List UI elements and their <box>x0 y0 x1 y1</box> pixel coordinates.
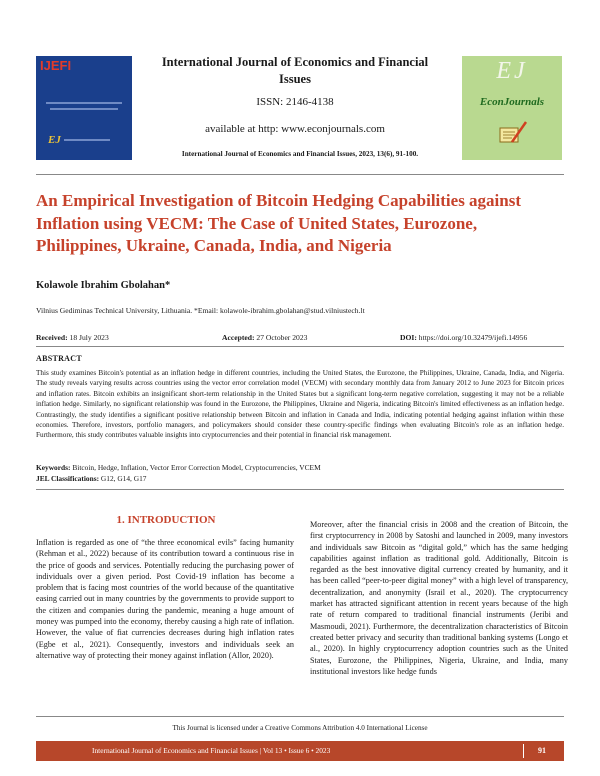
received-date <box>36 333 109 342</box>
logo-letters: EJ <box>496 58 528 84</box>
cover-title: IJEFI <box>40 58 72 73</box>
citation-line: International Journal of Economics and Financial Issues, 2023, 13(6), 91-100. <box>181 150 419 158</box>
received-value: 18 July 2023 <box>69 333 109 342</box>
abstract-divider-bottom <box>36 489 564 490</box>
keywords-label: Keywords: <box>36 463 71 472</box>
econjournals-logo <box>462 56 562 160</box>
author-affiliation: Vilnius Gediminas Technical University, Lithuania. *Email: kolawole-ibrahim.gbolahan@stud.vilniustech.lt <box>36 306 365 315</box>
footer-bar <box>36 741 564 761</box>
doi <box>400 333 527 342</box>
footer-divider-line <box>523 744 524 758</box>
journal-name: International Journal of Economics and Financial Issues <box>161 55 429 86</box>
cover-decoration <box>50 108 118 110</box>
logo-name: EconJournals <box>479 96 545 108</box>
body-text-right-column: Moreover, after the financial crisis in 2008 and the creation of Bitcoin, the first cryptocurrency in 2008 by Satoshi and launched in 2009, many investors and individuals saw Bitcoin as “digital gold,” which has the same hedging capabilities against inflation as traditional gold. Additionally, Bitcoin is regarded as the best innovative digital currency created by humanity, and it has been called “peer-to-peer digital money” with a high level of transparency, decentralization, and anonymity (Israil et al., 2020). The cryptocurrency market has attracted significant attention in recent years because of the high rate of return compared to traditional financial instruments (Jeribi and Masmoudi, 2021). Furthermore, the decentralization characteristics of Bitcoin created better privacy and security than traditional banking systems (Longo et al., 2020). In highly cryptocurrency adoption countries such as the United States, Eurozone, the Philippines, Nigeria, Ukraine, and India, many institutional investors like hedge funds <box>310 520 568 676</box>
accepted-date <box>222 333 307 342</box>
abstract-heading: ABSTRACT <box>36 354 82 363</box>
license-notice: This Journal is licensed under a Creative Commons Attribution 4.0 International License <box>172 724 428 732</box>
footer-journal-line: International Journal of Economics and Financial Issues | Vol 13 • Issue 6 • 2023 <box>92 746 331 755</box>
journal-cover-image <box>36 56 132 160</box>
section-heading-introduction: 1. INTRODUCTION <box>116 514 216 526</box>
jel-classifications <box>36 474 146 483</box>
pen-paper-icon <box>494 116 530 150</box>
cover-brand: EJ <box>48 134 61 146</box>
article-title: An Empirical Investigation of Bitcoin Hedging Capabilities against Inflation using VECM: The Case of United States, Eurozone, Philippines, Ukraine, Canada, India, and Nigeria <box>36 191 522 255</box>
header-divider <box>36 174 564 175</box>
jel-value: G12, G14, G17 <box>100 474 147 483</box>
body-text-left-column: Inflation is regarded as one of “the three economical evils” facing humanity (Rehman et al., 2022) because of its contribution toward a continuous rise in the price of goods and services. Potentially reducing the purchasing power of individuals over a given period. Post Covid-19 inflation has become a problem that is facing most countries of the world because of the quantitative easing carried out in many countries by the governments to provide support to the citizen and companies during the pandemic, meaning a huge amount of money was pumped into the economy, thereby causing a high rate of inflation. However, the value of fiat currencies decreases during high inflation rates (Egbe et al., 2021). Consequently, investors and individuals seek an alternative way of protecting their money against inflation (Allor, 2020). <box>36 538 294 660</box>
footer-divider <box>36 716 564 717</box>
cover-decoration <box>46 102 122 104</box>
accepted-label: Accepted: <box>222 333 255 342</box>
page-number: 91 <box>538 746 546 755</box>
keywords-value: Bitcoin, Hedge, Inflation, Vector Error Correction Model, Cryptocurrencies, VCEM <box>72 463 321 472</box>
abstract-divider-top <box>36 346 564 347</box>
keywords <box>36 463 321 472</box>
availability-link[interactable]: available at http: www.econjournals.com <box>205 123 385 135</box>
doi-label: DOI: <box>400 333 417 342</box>
jel-label: JEL Classifications: <box>36 474 100 483</box>
accepted-value: 27 October 2023 <box>256 333 308 342</box>
issn: ISSN: 2146-4138 <box>256 96 334 108</box>
cover-decoration <box>64 139 110 141</box>
abstract-text: This study examines Bitcoin's potential as an inflation hedge in different countries, including the United States, the Eurozone, the Philippines, Ukraine, Canada, India, and Nigeria. The study reveals varying results across countries using the vector error correlation model (VECM) with secondary monthly data from January 2012 to June 2023 for Bitcoin prices and inflation rates. Bitcoin exhibits an insignificant short-term relationship in the United States but a significant long-term negative correlation, suggesting it may not be a reliable inflation hedge. Similarly, no significant relationship was found in the Eurozone, the Philippines, Ukraine and Nigeria, indicating Bitcoin's limited effectiveness as an inflation hedge. Contrastingly, the study identifies a significant positive relationship between Bitcoin and inflation in Canada and India, indicating potential hedging against inflation within these economies. Therefore, investors, portfolio managers, and policymakers should consider these country-specific findings when evaluating Bitcoin's role as an inflation hedge. Furthermore, this study contributes valuable insights into cryptocurrencies and their potential in financial risk management. <box>36 369 564 440</box>
author-name: Kolawole Ibrahim Gbolahan* <box>36 280 171 291</box>
received-label: Received: <box>36 333 68 342</box>
doi-link[interactable]: https://doi.org/10.32479/ijefi.14956 <box>418 333 528 342</box>
